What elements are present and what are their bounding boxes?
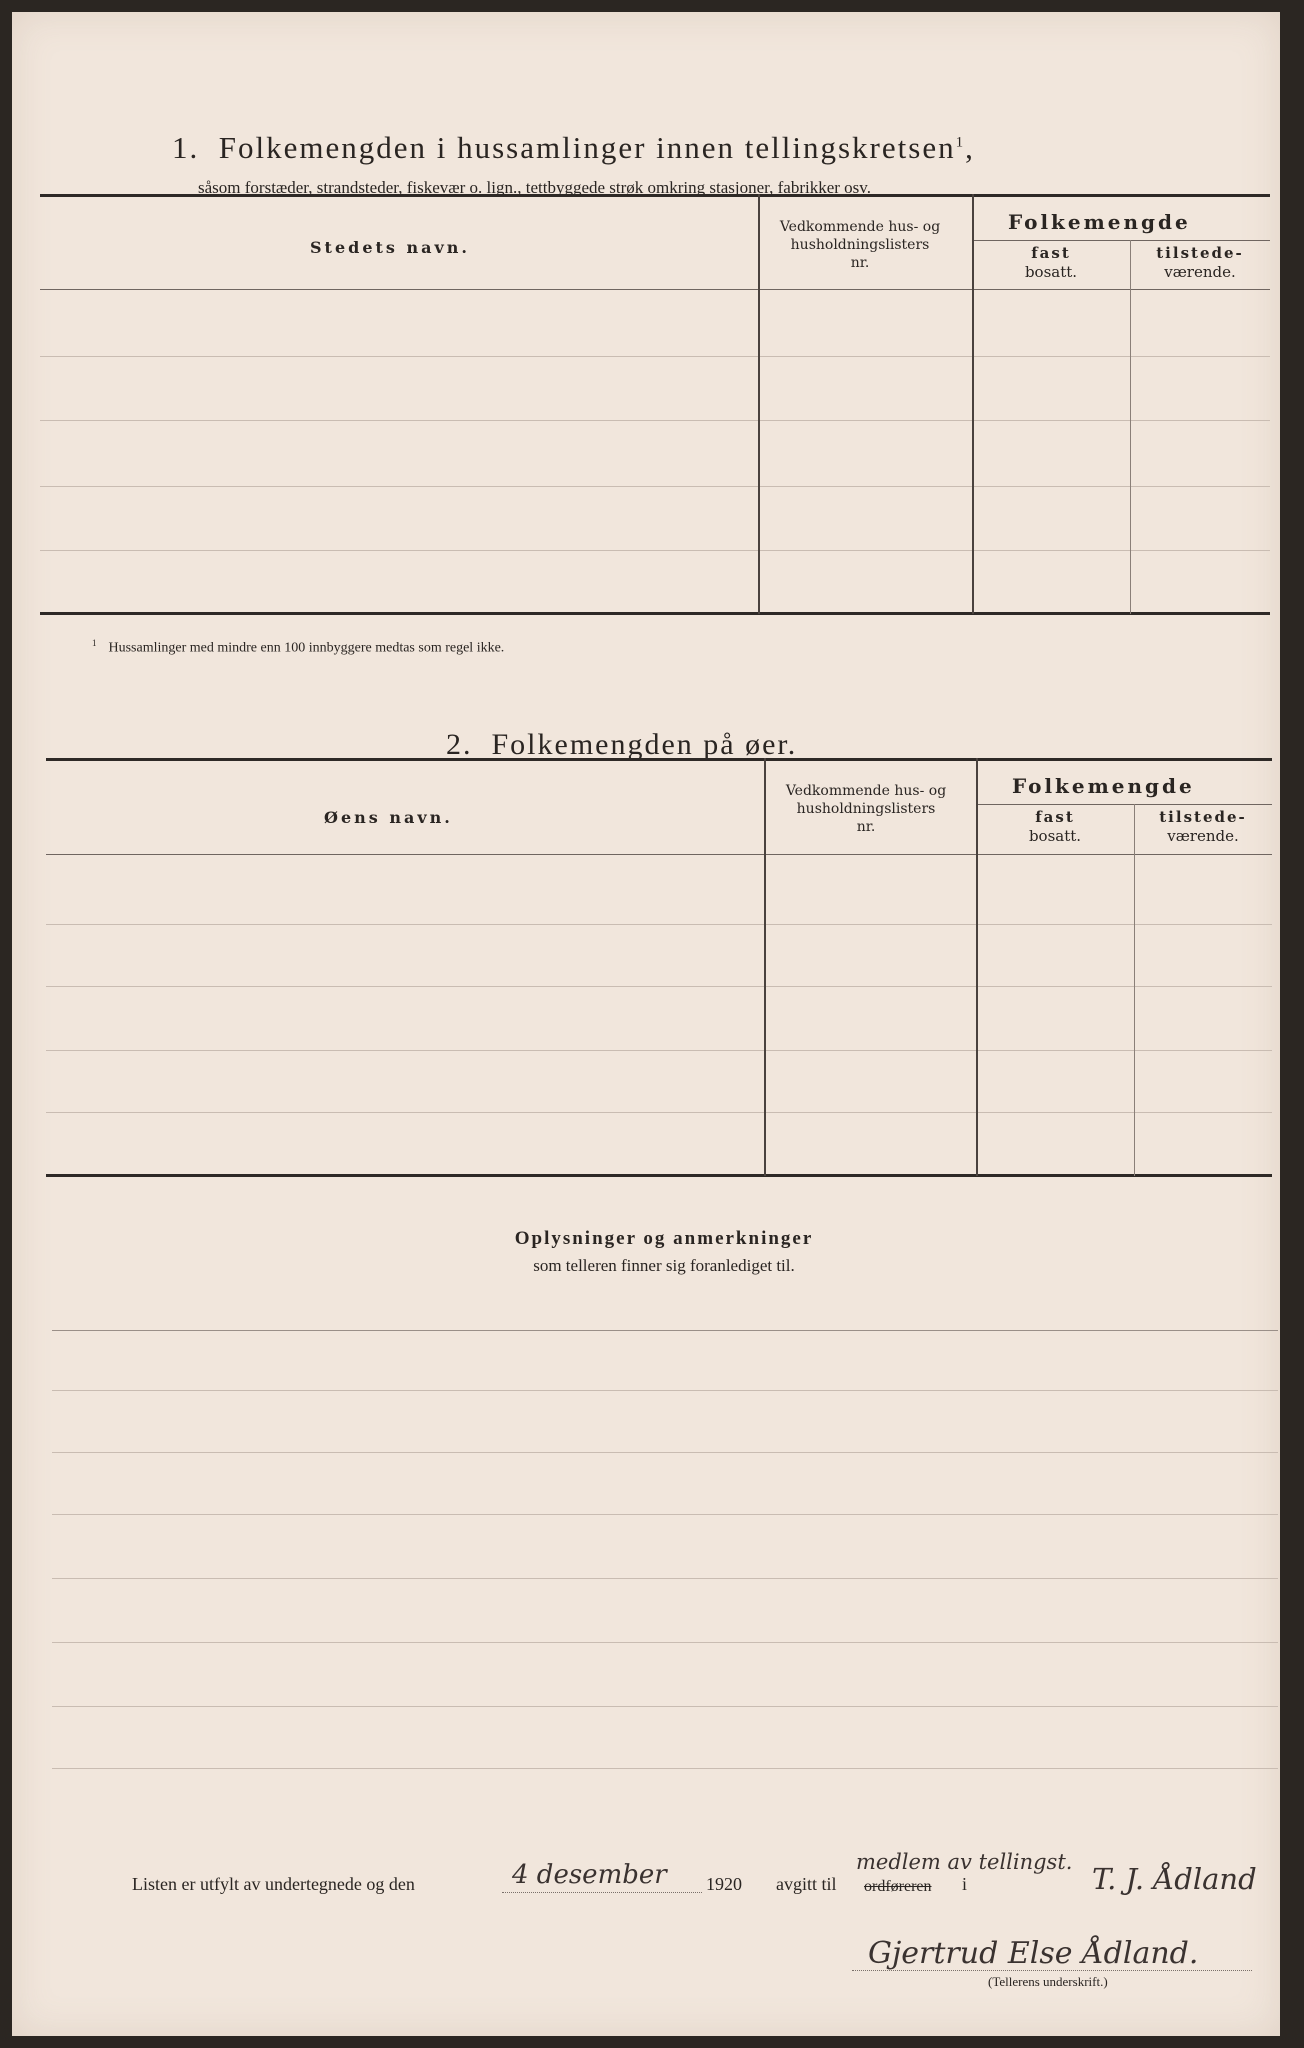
signature-date: 4 desember <box>512 1860 667 1890</box>
section1-col-folkemengde: Folkemengde <box>1008 210 1191 234</box>
census-form-page <box>12 12 1280 2036</box>
section2-col-fast <box>976 808 1134 846</box>
remarks-title: Oplysninger og anmerkninger <box>514 1228 814 1249</box>
signature-place: T. J. Ådland <box>1092 1862 1257 1896</box>
teller-signature: Gjertrud Else Ådland. <box>868 1936 1199 1971</box>
section2-col-tilstede-line2: værende. <box>1167 827 1239 845</box>
footnote-mark: 1 <box>92 638 97 648</box>
section1-col-tilstede-line1: tilstede- <box>1156 244 1244 262</box>
section1-col-fast-line2: bosatt. <box>1024 263 1078 281</box>
section1-title <box>172 130 975 166</box>
signature-caption: (Tellerens underskrift.) <box>988 1974 1108 1989</box>
section2-col-tilstede-line1: tilstede- <box>1159 808 1247 826</box>
section1-title-text: Folkemengden i hussamlinger innen tellingskretsen <box>218 130 956 165</box>
section2-title <box>446 728 797 762</box>
signature-i: i <box>962 1874 968 1894</box>
signature-statement <box>132 1874 415 1895</box>
section2-col-folkemengde: Folkemengde <box>1012 774 1195 798</box>
section1-col-fast-line1: fast <box>1031 244 1071 262</box>
signature-prefix: Listen er utfylt av undertegnede og den <box>132 1874 415 1894</box>
section1-subtitle: såsom forstæder, strandsteder, fiskevær o. lign., tettbyggede strøk omkring stasjoner, fabrikker osv. <box>198 178 871 197</box>
section1-col-lists-line2: husholdningslisters <box>790 237 930 253</box>
section2-col-name: Øens navn. <box>324 808 453 827</box>
section2-table <box>46 758 1272 1178</box>
section1-col-lists <box>760 218 960 272</box>
section2-col-lists <box>766 782 966 836</box>
section1-title-tail: , <box>965 130 975 165</box>
section2-number: 2. <box>446 728 473 761</box>
signature-role-struck: ordføreren <box>864 1878 932 1895</box>
section2-col-tilstede <box>1134 808 1272 846</box>
section1-col-name: Stedets navn. <box>310 238 470 257</box>
section1-col-tilstede-line2: værende. <box>1164 263 1236 281</box>
footnote <box>92 638 504 657</box>
section1-footnote-ref: 1 <box>955 134 966 151</box>
signature-role: medlem av tellingst. <box>856 1850 1073 1874</box>
section2-col-fast-line2: bosatt. <box>1028 827 1082 845</box>
section1-col-tilstede <box>1130 244 1270 282</box>
signature-avgitt: avgitt til <box>776 1874 837 1894</box>
remarks-subtitle: som telleren finner sig foranlediget til. <box>533 1256 795 1275</box>
section2-col-lists-line1: Vedkommende hus- og <box>785 783 947 799</box>
signature-year: 1920 <box>706 1874 742 1894</box>
section1-col-lists-line1: Vedkommende hus- og <box>779 219 941 235</box>
section1-col-fast <box>972 244 1130 282</box>
section2-col-lists-line3: nr. <box>856 819 876 835</box>
section2-col-lists-line2: husholdningslisters <box>796 801 936 817</box>
section2-title-text: Folkemengden på øer. <box>491 728 798 761</box>
footnote-text: Hussamlinger med mindre enn 100 innbyggere medtas som regel ikke. <box>108 640 505 656</box>
section1-col-lists-line3: nr. <box>850 255 870 271</box>
section2-col-fast-line1: fast <box>1035 808 1075 826</box>
section1-table <box>40 194 1270 614</box>
section1-number: 1. <box>172 130 200 165</box>
